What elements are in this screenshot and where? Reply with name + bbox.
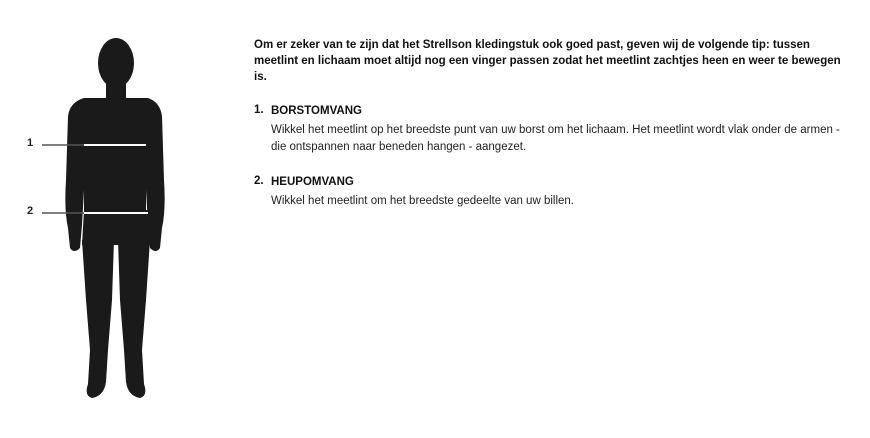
measurement-instructions bbox=[254, 37, 844, 210]
item-number: 1. bbox=[254, 104, 264, 116]
item-number: 2. bbox=[254, 175, 264, 187]
label-hip-number: 2 bbox=[27, 205, 34, 217]
item-title: HEUPOMVANG bbox=[271, 176, 354, 188]
item-title: BORSTOMVANG bbox=[271, 105, 362, 117]
intro-text: Om er zeker van te zijn dat het Strellson kledingstuk ook goed past, geven wij de volgende tip: tussen meetlint en lichaam moet altijd nog een vinger passen zodat het meetlint zachtjes heen en weer te bewegen is. bbox=[254, 39, 841, 83]
instruction-item-chest bbox=[254, 104, 844, 156]
body-silhouette bbox=[0, 0, 230, 438]
item-text: Wikkel het meetlint op het breedste punt van uw borst om het lichaam. Het meetlint wordt vlak onder de armen - die ontspannen naar beneden hangen - aangezet. bbox=[271, 124, 840, 153]
silhouette-shape bbox=[65, 38, 164, 398]
item-text: Wikkel het meetlint om het breedste gedeelte van uw billen. bbox=[271, 195, 574, 207]
instruction-item-hip bbox=[254, 175, 844, 210]
label-chest-number: 1 bbox=[27, 137, 34, 149]
body-silhouette-figure bbox=[0, 0, 230, 438]
